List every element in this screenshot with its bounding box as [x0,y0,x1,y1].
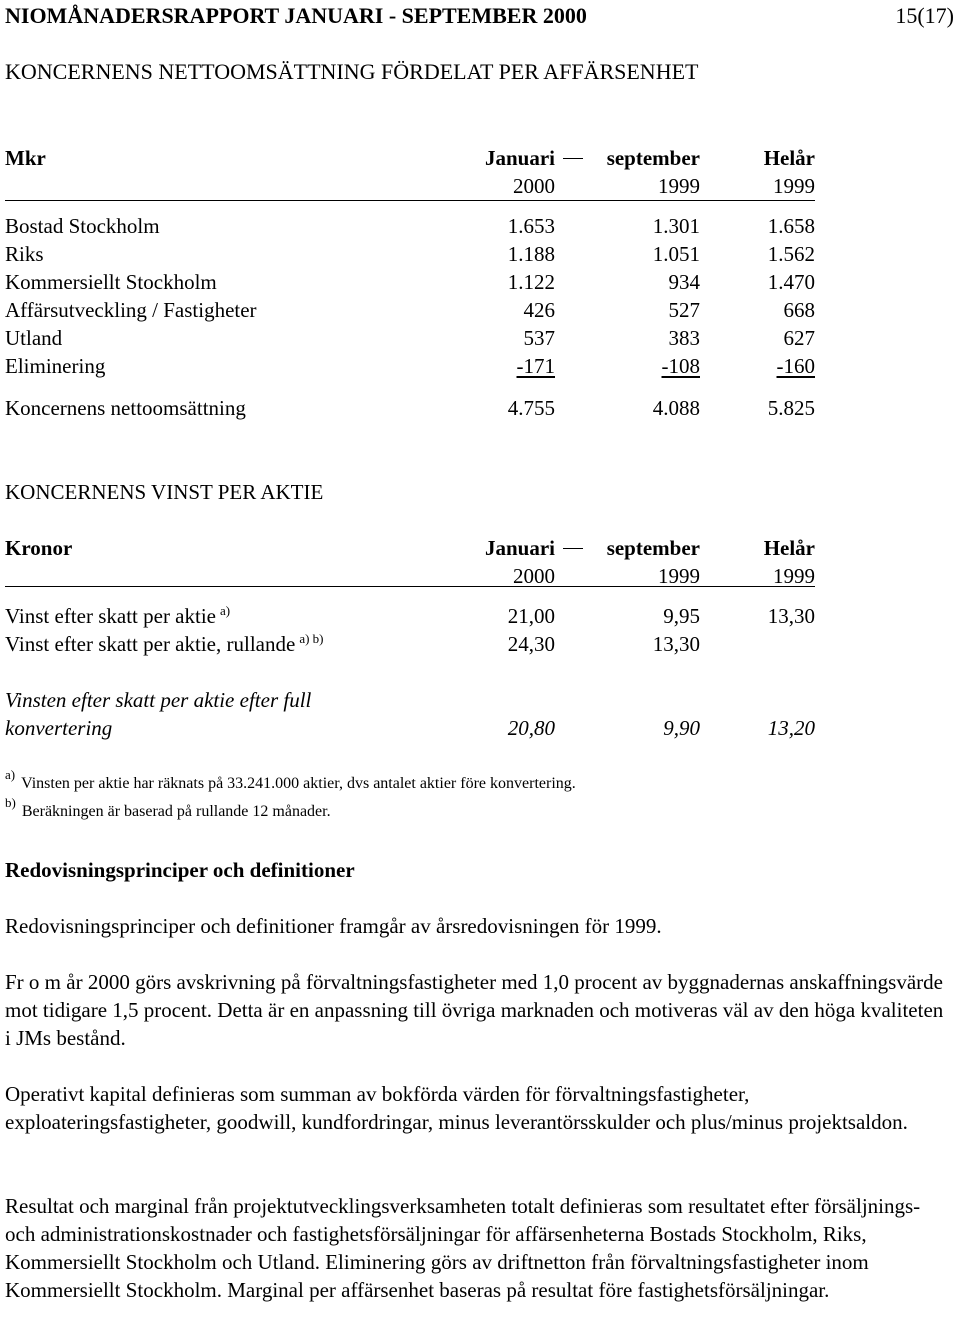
table-row [5,268,815,296]
cell: 1.653 [507,214,555,238]
cell: 9,90 [663,716,700,740]
principles-paragraph: Resultat och marginal från projektutvecklingsverksamheten totalt definieras som resultatet efter försäljnings- och administrationskostnader och fastighetsförsäljningar för affärsenheterna Bostads Stockholm, Riks, Kommersiellt Stockholm och Utland. Eliminering görs av driftnetton från förvaltningsfastigheter inom Kommersiellt Stockholm. Marginal per affärsenhet baseras på resultat före fastighetsförsäljningar. [5,1194,921,1302]
cell: -171 [516,354,555,378]
diluted-label-line1: Vinsten efter skatt per aktie efter full [5,688,312,712]
row-label: Vinst efter skatt per aktie, rullande $^{a) b)}$ [5,631,324,656]
sales-table-header-row [5,144,815,172]
cell: -108 [661,354,700,378]
sales-table-year-row [5,172,815,200]
sales-table-heading: KONCERNENS NETTOOMSÄTTNING FÖRDELAT PER AFFÄRSENHET [5,59,699,84]
eps-table [5,534,815,742]
eps-table-heading: KONCERNENS VINST PER AKTIE [5,480,324,504]
footnote-mark: a) [5,767,16,782]
page-number: 15(17) [895,3,954,28]
cell: 527 [668,298,700,322]
row-label: Riks [5,242,44,266]
cell: 668 [783,298,815,322]
period-to-label: september [606,536,700,560]
sales-table [5,144,815,422]
table-row [5,630,815,658]
period-dash [563,158,583,159]
table-row [5,296,815,324]
table-row [5,240,815,268]
cell: 934 [668,270,700,294]
year-cell: 1999 [773,174,815,198]
cell: 1.122 [507,270,555,294]
footnote [5,795,576,826]
sales-table-rule [5,200,815,201]
cell: 1.658 [767,214,815,238]
table-row [5,212,815,240]
table-row [5,352,815,380]
year-cell: 1999 [658,564,700,588]
total-cell: 4.088 [652,396,700,420]
diluted-row [5,714,815,742]
cell: 1.562 [767,242,815,266]
footnote-mark: b) [5,795,16,810]
total-cell: 4.755 [507,396,555,420]
cell: 13,30 [767,604,815,628]
cell: 627 [783,326,815,350]
cell: 21,00 [507,604,555,628]
diluted-label-line2: konvertering [5,716,113,740]
total-row [5,394,815,422]
year-cell: 1999 [658,174,700,198]
cell: 1.301 [652,214,700,238]
period-to-label: september [606,146,700,170]
full-year-label: Helår [763,536,815,560]
eps-table-header-row [5,534,815,562]
cell: 20,80 [507,716,555,740]
cell: -160 [776,354,815,378]
period-from-label: Januari [484,536,555,560]
row-label: Bostad Stockholm [5,214,160,238]
full-year-label: Helår [763,146,815,170]
footnote-text: Beräkningen är baserad på rullande 12 månader. [21,803,331,820]
row-label: Eliminering [5,354,106,378]
cell: 426 [523,298,555,322]
cell: 13,30 [652,632,700,656]
period-dash [563,548,583,549]
principles-paragraph: Operativt kapital definieras som summan av bokförda värden för förvaltningsfastigheter, exploateringsfastigheter, goodwill, kundfordringar, minus leverantörsskulder och plus/minus projektsaldon. [5,1082,908,1134]
footnote-text: Vinsten per aktie har räknats på 33.241.000 aktier, dvs antalet aktier före konvertering. [21,775,576,792]
year-cell: 2000 [513,564,555,588]
cell: 1.051 [652,242,700,266]
cell: 24,30 [507,632,555,656]
principles-paragraph: Fr o m år 2000 görs avskrivning på förvaltningsfastigheter med 1,0 procent av byggnadernas anskaffningsvärde mot tidigare 1,5 procent. Detta är en anpassning till övriga marknaden och motiveras väl av den höga kvaliteten i JMs bestånd. [5,970,944,1050]
row-label: Utland [5,326,63,350]
total-cell: 5.825 [767,396,815,420]
year-cell: 1999 [773,564,815,588]
unit-label: Mkr [5,146,46,170]
year-cell: 2000 [513,174,555,198]
cell: 537 [523,326,555,350]
principles-paragraph: Redovisningsprinciper och definitioner framgår av årsredovisningen för 1999. [5,914,662,938]
footnote [5,767,576,798]
total-label: Koncernens nettoomsättning [5,396,246,420]
footnotes [5,767,576,826]
table-row [5,324,815,352]
row-label: Kommersiellt Stockholm [5,270,217,294]
diluted-row-line1 [5,686,815,714]
page-header [5,2,954,32]
table-row [5,602,815,630]
cell: 9,95 [663,604,700,628]
unit-label: Kronor [5,536,73,560]
row-label: Affärsutveckling / Fastigheter [5,298,257,322]
report-title: NIOMÅNADERSRAPPORT JANUARI - SEPTEMBER 2000 [5,3,587,28]
period-from-label: Januari [484,146,555,170]
principles-heading: Redovisningsprinciper och definitioner [5,858,355,882]
footnote-mark: a) b) [299,631,324,646]
footnote-mark: a) [220,603,231,618]
cell: 1.188 [507,242,555,266]
cell: 13,20 [767,716,815,740]
cell: 1.470 [767,270,815,294]
row-label: Vinst efter skatt per aktie $^{a)}$ [5,603,231,628]
cell: 383 [668,326,700,350]
eps-table-rule [5,586,815,587]
